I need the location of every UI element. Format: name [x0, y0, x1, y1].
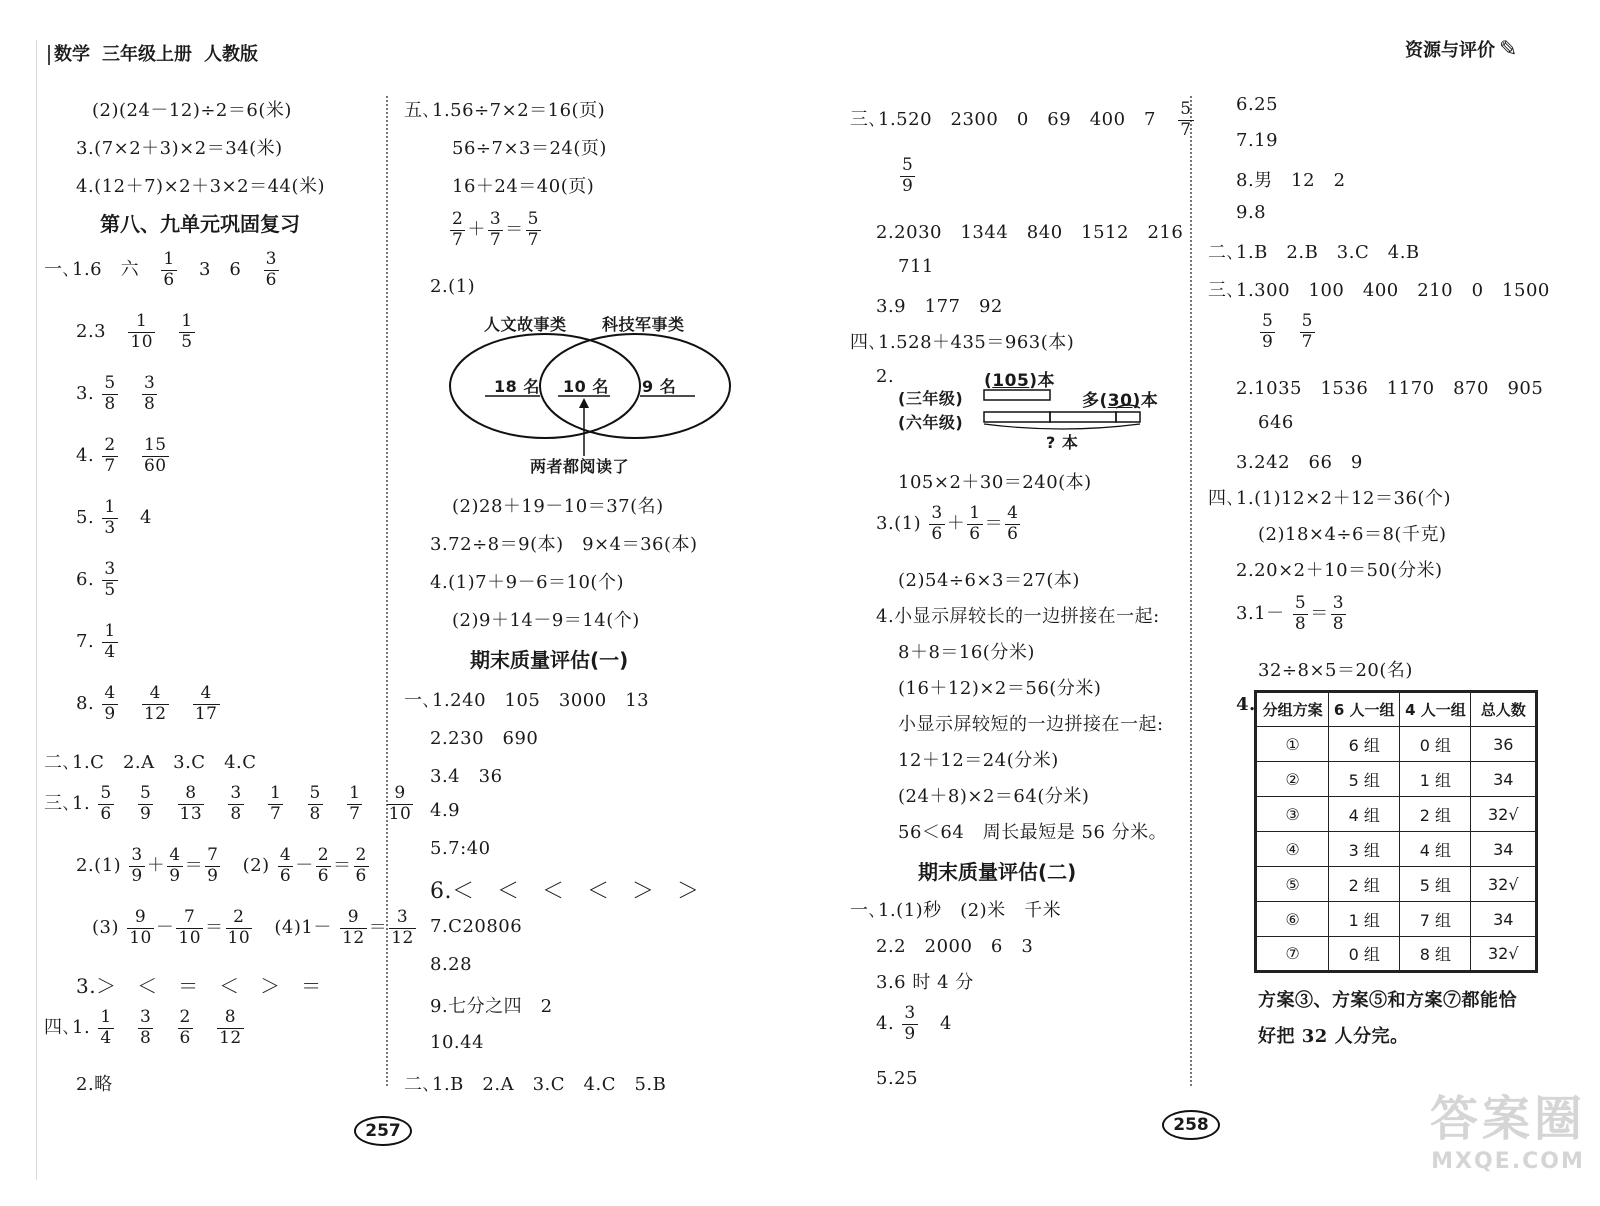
fraction: $\frac{8}{12}$: [219, 1007, 242, 1048]
edition-label: 人教版: [204, 44, 258, 65]
answer-line: 56÷7×3＝24(页): [452, 138, 607, 159]
question-number: 2.: [876, 366, 895, 387]
answer-line: (24＋8)×2＝64(分米): [898, 786, 1090, 807]
more-label: 多(30)本: [1082, 391, 1159, 411]
table-cell: ③: [1256, 797, 1329, 832]
answer-line: 小显示屏较短的一边拼接在一起:: [898, 714, 1164, 735]
answer-line: 好把 32 人分完。: [1258, 1026, 1409, 1047]
venn-center-value: 10 名: [563, 377, 609, 396]
table-cell: 7 组: [1400, 902, 1471, 937]
answer-line: 6. $\frac{3}{5}$: [76, 559, 116, 600]
fraction: $\frac{3}{7}$: [489, 209, 502, 250]
fraction: $\frac{3}{8}$: [1332, 593, 1345, 634]
answer-line: $\frac{2}{7}$ ＋ $\frac{3}{7}$ ＝ $\frac{5}{7}$: [452, 209, 539, 250]
watermark-url: MXQE.COM: [1431, 1149, 1585, 1174]
fraction: $\frac{3}{8}$: [230, 783, 242, 824]
answer-line: 4.(1)7＋9－6＝10(个): [430, 572, 624, 593]
table-cell: 34: [1471, 902, 1537, 937]
grade3-bar: [984, 390, 1050, 400]
table-row: [1256, 797, 1537, 832]
table-cell: 5 组: [1329, 762, 1400, 797]
answer-line: 9.七分之四 2: [430, 996, 553, 1017]
answer-line: [898, 156, 917, 196]
fraction: $\frac{5}{7}$: [527, 209, 539, 250]
answer-line: 2.1035 1536 1170 870 905: [1236, 378, 1544, 399]
section-heading: 期末质量评估(一): [470, 648, 629, 672]
table-cell: 34: [1471, 832, 1537, 867]
fraction: $\frac{1}{10}$: [130, 311, 154, 352]
answer-line: 3.242 66 9: [1236, 452, 1363, 473]
table-row: [1256, 832, 1537, 867]
fraction: $\frac{3}{5}$: [104, 559, 116, 600]
fraction: $\frac{5}{9}$: [139, 783, 152, 824]
fraction: $\frac{3}{8}$: [139, 1007, 152, 1048]
table-cell: 6 组: [1329, 727, 1400, 762]
answer-line: 4. $\frac{3}{9}$ 4: [876, 1003, 952, 1044]
fraction: $\frac{2}{6}$: [355, 845, 367, 886]
table-cell: ②: [1256, 762, 1329, 797]
table-cell: ⑦: [1256, 937, 1329, 972]
table-cell: ⑥: [1256, 902, 1329, 937]
answer-line: 7.19: [1236, 130, 1279, 151]
fraction: $\frac{4}{6}$: [279, 845, 292, 886]
table-cell: 34: [1471, 762, 1537, 797]
answer-line: 6.25: [1236, 94, 1279, 115]
answer-line: 3.72÷8＝9(本) 9×4＝36(本): [430, 534, 698, 555]
answer-line: 3.(7×2＋3)×2＝34(米): [76, 138, 283, 159]
answer-line: 2.2 2000 6 3: [876, 936, 1034, 957]
table-cell: 1 组: [1329, 902, 1400, 937]
fraction: $\frac{8}{13}$: [179, 783, 203, 824]
fraction: $\frac{4}{12}$: [143, 683, 167, 724]
table-header-cell: 4 人一组: [1400, 692, 1471, 727]
grade3-label: (三年级): [898, 389, 964, 408]
answer-line: 3. $\frac{5}{8}$ $\frac{3}{8}$: [76, 373, 156, 414]
page-number-left: 257: [354, 1116, 412, 1146]
table-row: [1256, 937, 1537, 972]
fraction: $\frac{15}{60}$: [143, 435, 167, 476]
answer-line: (2)(24－12)÷2＝6(米): [92, 100, 292, 121]
answer-line: 三､1.300 100 400 210 0 1500: [1208, 280, 1550, 301]
answer-line: 10.44: [430, 1032, 485, 1053]
table-row: [1256, 867, 1537, 902]
fraction: $\frac{4}{17}$: [194, 683, 218, 724]
answer-line: 五､1.56÷7×2＝16(页): [404, 100, 606, 121]
fraction: $\frac{9}{10}$: [388, 783, 412, 824]
answer-line: 2.略: [76, 1074, 113, 1095]
answer-line: 三､1.520 2300 0 69 400 7 $\frac{5}{7}$: [850, 99, 1192, 140]
answer-line: 16＋24＝40(页): [452, 176, 595, 197]
fraction: $\frac{3}{8}$: [143, 373, 156, 414]
fraction: $\frac{1}{4}$: [100, 1007, 112, 1048]
fraction: $\frac{5}{6}$: [100, 783, 112, 824]
table-header-cell: 6 人一组: [1329, 692, 1400, 727]
fraction: $\frac{3}{9}$: [904, 1003, 916, 1044]
fraction: $\frac{1}{7}$: [269, 783, 282, 824]
table-header-cell: 分组方案: [1256, 692, 1329, 727]
fraction: $\frac{1}{5}$: [181, 311, 193, 352]
table-row: [1256, 902, 1537, 937]
answer-line: 3.9 177 92: [876, 296, 1003, 317]
fraction: $\frac{4}{9}$: [104, 683, 116, 724]
answer-line: 四､1.528＋435＝963(本): [850, 332, 1075, 353]
section-heading: 第八、九单元巩固复习: [100, 212, 300, 236]
fraction: $\frac{1}{3}$: [104, 497, 116, 538]
answer-line: [1258, 312, 1317, 352]
table-cell: 32√: [1471, 937, 1537, 972]
answer-line: 4.9: [430, 800, 461, 821]
table-cell: 1 组: [1400, 762, 1471, 797]
running-header: [48, 40, 258, 66]
answer-line: (2)54÷6×3＝27(本): [898, 570, 1080, 591]
answer-line: 9.8: [1236, 202, 1267, 223]
answer-line: 8.男 12 2: [1236, 170, 1346, 191]
fraction: $\frac{1}{6}$: [163, 249, 175, 290]
answer-line: 711: [898, 256, 934, 277]
fraction: $\frac{2}{6}$: [179, 1007, 191, 1048]
table-cell: 0 组: [1329, 937, 1400, 972]
fraction: $\frac{1}{4}$: [104, 621, 116, 662]
fraction: $\frac{1}{7}$: [349, 783, 361, 824]
fraction: $\frac{3}{9}$: [131, 845, 143, 886]
fraction: $\frac{4}{9}$: [169, 845, 181, 886]
fraction: $\frac{7}{10}$: [178, 907, 202, 948]
answer-line: 4. $\frac{2}{7}$ $\frac{15}{60}$: [76, 435, 167, 476]
brand-logo-icon: ✎: [1499, 36, 1518, 62]
table-cell: ④: [1256, 832, 1329, 867]
fraction: $\frac{2}{6}$: [317, 845, 330, 886]
answer-line: 3.4 36: [430, 766, 503, 787]
table-row: [1256, 727, 1537, 762]
table-cell: 36: [1471, 727, 1537, 762]
fraction: $\frac{9}{12}$: [342, 907, 365, 948]
fraction: $\frac{3}{12}$: [391, 907, 414, 948]
answer-line: 四､1.(1)12×2＋12＝36(个): [1208, 488, 1451, 509]
fraction: $\frac{3}{6}$: [931, 503, 943, 544]
fraction: $\frac{5}{8}$: [104, 373, 116, 414]
answer-line: 2.20×2＋10＝50(分米): [1236, 560, 1443, 581]
answer-line: 5.25: [876, 1068, 919, 1089]
question-label: ? 本: [1046, 433, 1079, 452]
answer-line: 方案③、方案⑤和方案⑦都能恰: [1258, 990, 1517, 1011]
subject-label: 数学: [54, 44, 90, 65]
table-row: [1256, 762, 1537, 797]
answer-line: 一､1.240 105 3000 13: [404, 690, 650, 711]
fraction: $\frac{2}{7}$: [104, 435, 116, 476]
answer-line: 8. $\frac{4}{9}$ $\frac{4}{12}$ $\frac{4}{17}$: [76, 683, 218, 724]
answer-line: 一､1.6 六 $\frac{1}{6}$ 3 6 $\frac{3}{6}$: [44, 249, 277, 290]
grade6-label: (六年级): [898, 413, 964, 432]
answer-line: 105×2＋30＝240(本): [898, 472, 1092, 493]
answer-line: 6.＜ ＜ ＜ ＜ ＞ ＞: [430, 879, 700, 904]
brand-label: 资源与评价: [1405, 40, 1495, 61]
answer-line: 一､1.(1)秒 (2)米 千米: [850, 900, 1062, 921]
answer-line: (3) $\frac{9}{10}$ － $\frac{7}{10}$ ＝ $\frac{2}{10}$ (4)1－ $\frac{9}{12}$ ＝ $\frac{3}{12}$: [92, 907, 414, 948]
table-cell: 32√: [1471, 867, 1537, 902]
answer-line: (2)28＋19－10＝37(名): [452, 496, 664, 517]
table-cell: 32√: [1471, 797, 1537, 832]
answer-line: 56＜64 周长最短是 56 分米。: [898, 822, 1168, 843]
answer-line: 5. $\frac{1}{3}$ 4: [76, 497, 152, 538]
table-header-row: [1256, 692, 1537, 727]
grade6-bar-a: [984, 412, 1050, 422]
question-number: 4.: [1236, 694, 1256, 715]
watermark: [1430, 1080, 1586, 1174]
table-cell: 4 组: [1400, 832, 1471, 867]
answer-line: (2)18×4÷6＝8(千克): [1258, 524, 1447, 545]
answer-line: 四､1. $\frac{1}{4}$ $\frac{3}{8}$ $\frac{2}{6}$ $\frac{8}{12}$: [44, 1007, 242, 1048]
answer-line: 8.28: [430, 954, 473, 975]
answer-line: (2)9＋14－9＝14(个): [452, 610, 640, 631]
fraction: $\frac{5}{9}$: [1262, 311, 1274, 352]
answer-line: 3.1－ $\frac{5}{8}$ ＝ $\frac{3}{8}$: [1236, 593, 1345, 634]
answer-line: 12＋12＝24(分米): [898, 750, 1059, 771]
venn-left-value: 18 名: [494, 377, 540, 396]
answer-line: 646: [1258, 412, 1294, 433]
page-number-right: 258: [1162, 1110, 1220, 1140]
column-divider: [1190, 96, 1192, 1086]
grouping-table: [1254, 690, 1538, 973]
bar-top-label: (105)本: [984, 371, 1056, 391]
fraction: $\frac{2}{7}$: [452, 209, 464, 250]
grade6-bar-b: [1050, 412, 1116, 422]
answer-line: 3.(1) $\frac{3}{6}$ ＋ $\frac{1}{6}$ ＝ $\frac{4}{6}$: [876, 503, 1019, 544]
venn-left-circle: [450, 334, 640, 438]
venn-right-value: 9 名: [642, 377, 677, 396]
fraction: $\frac{4}{6}$: [1007, 503, 1019, 544]
venn-right-title: 科技军事类: [602, 315, 685, 334]
answer-line: 2.(1) $\frac{3}{9}$ ＋ $\frac{4}{9}$ ＝ $\frac{7}{9}$ (2) $\frac{4}{6}$ － $\frac{2}{6}$ ＝ $\frac{2}{6}$: [76, 845, 367, 886]
fraction: $\frac{5}{7}$: [1180, 99, 1192, 140]
table-cell: ⑤: [1256, 867, 1329, 902]
fraction: $\frac{9}{10}$: [129, 907, 152, 948]
answer-line: 2.3 $\frac{1}{10}$ $\frac{1}{5}$: [76, 311, 193, 352]
table-cell: 5 组: [1400, 867, 1471, 902]
table-cell: 3 组: [1329, 832, 1400, 867]
section-heading: 期末质量评估(二): [918, 860, 1077, 884]
fraction: $\frac{5}{9}$: [902, 155, 914, 196]
answer-line: 32÷8×5＝20(名): [1258, 660, 1413, 681]
fraction: $\frac{3}{6}$: [265, 249, 277, 290]
fraction: $\frac{2}{10}$: [227, 907, 251, 948]
answer-line: (16＋12)×2＝56(分米): [898, 678, 1102, 699]
answer-line: 3.＞ ＜ ＝ ＜ ＞ ＝: [76, 974, 322, 998]
answer-line: 2.2030 1344 840 1512 216: [876, 222, 1184, 243]
grade-label: 三年级上册: [102, 44, 192, 65]
fraction: $\frac{7}{9}$: [207, 845, 219, 886]
answer-line: 4.小显示屏较长的一边拼接在一起:: [876, 606, 1160, 627]
table-cell: 2 组: [1329, 867, 1400, 902]
answer-line: 二､1.B 2.B 3.C 4.B: [1208, 242, 1420, 263]
table-cell: ①: [1256, 727, 1329, 762]
answer-line: 二､1.C 2.A 3.C 4.C: [44, 752, 257, 773]
answer-line: 7.C20806: [430, 916, 523, 937]
grade6-bar-c: [1116, 412, 1140, 422]
table-cell: 2 组: [1400, 797, 1471, 832]
brand-header: [1405, 36, 1517, 62]
fraction: $\frac{5}{8}$: [309, 783, 321, 824]
answer-line: 二､1.B 2.A 3.C 4.C 5.B: [404, 1074, 667, 1095]
fraction: $\frac{5}{7}$: [1301, 311, 1313, 352]
fraction: $\frac{1}{6}$: [969, 503, 981, 544]
page-edge-line: [36, 40, 37, 1180]
venn-note: 两者都阅读了: [530, 457, 630, 476]
answer-line: 2.(1): [430, 276, 476, 297]
table-cell: 4 组: [1329, 797, 1400, 832]
table-header-cell: 总人数: [1471, 692, 1537, 727]
answer-line: 4.(12＋7)×2＋3×2＝44(米): [76, 176, 326, 197]
answer-line: 3.6 时 4 分: [876, 972, 974, 993]
venn-left-title: 人文故事类: [484, 315, 567, 334]
answer-line: 2.230 690: [430, 728, 539, 749]
table-cell: 8 组: [1400, 937, 1471, 972]
fraction: $\frac{5}{8}$: [1294, 593, 1307, 634]
answer-line: 8＋8＝16(分米): [898, 642, 1035, 663]
watermark-logo-text: 答案圈: [1430, 1091, 1587, 1147]
answer-line: 7. $\frac{1}{4}$: [76, 621, 116, 662]
answer-line: 三､1. $\frac{5}{6}$ $\frac{5}{9}$ $\frac{8}{13}$ $\frac{3}{8}$ $\frac{1}{7}$ $\frac{5}{8}$ $\frac{1}{7}$ $\frac{9}{10}$: [44, 783, 412, 824]
answer-line: 5.7:40: [430, 838, 491, 859]
table-cell: 0 组: [1400, 727, 1471, 762]
